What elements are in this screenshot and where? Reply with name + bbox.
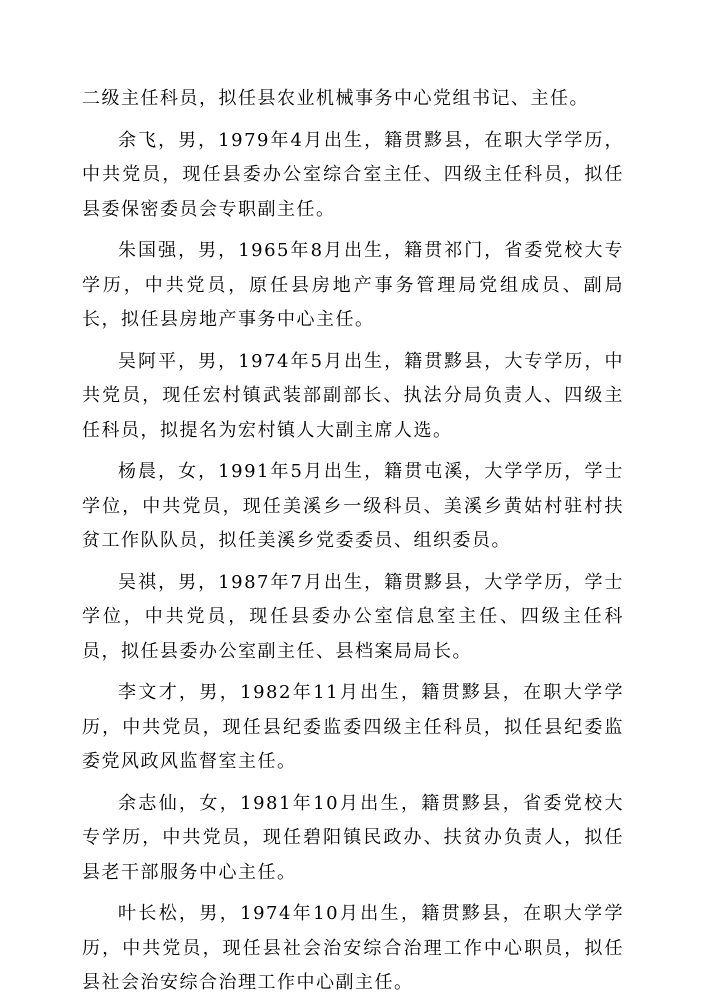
paragraph-wu-qi: 吴祺，男，1987年7月出生，籍贯黟县，大学学历，学士学位，中共党员，现任县委办公室信息室主任、四级主任科员，拟任县委办公室副主任、县档案局局长。 <box>82 571 624 662</box>
paragraph-yu-zhixian: 余志仙，女，1981年10月出生，籍贯黟县，省委党校大专学历，中共党员，现任碧阳镇民政办、扶贫办负责人，拟任县老干部服务中心主任。 <box>82 792 624 883</box>
paragraph-yu-fei: 余飞，男，1979年4月出生，籍贯黟县，在职大学学历，中共党员，现任县委办公室综合室主任、四级主任科员，拟任县委保密委员会专职副主任。 <box>82 129 624 220</box>
paragraph-yang-chen: 杨晨，女，1991年5月出生，籍贯屯溪，大学学历，学士学位，中共党员，现任美溪乡一级科员、美溪乡黄姑村驻村扶贫工作队队员，拟任美溪乡党委委员、组织委员。 <box>82 461 624 551</box>
paragraph-wu-aping: 吴阿平，男，1974年5月出生，籍贯黟县，大专学历，中共党员，现任宏村镇武装部副部长、执法分局负责人、四级主任科员，拟提名为宏村镇人大副主席人选。 <box>82 350 624 441</box>
document-page <box>82 82 624 1008</box>
paragraph-continuation: 二级主任科员，拟任县农业机械事务中心党组书记、主任。 <box>82 88 589 109</box>
paragraph-zhu-guoqiang: 朱国强，男，1965年8月出生，籍贯祁门，省委党校大专学历，中共党员，原任县房地产事务管理局党组成员、副局长，拟任县房地产事务中心主任。 <box>82 240 624 330</box>
paragraph-ye-changsong: 叶长松，男，1974年10月出生，籍贯黟县，在职大学学历，中共党员，现任县社会治安综合治理工作中心职员，拟任县社会治安综合治理工作中心副主任。 <box>82 903 624 993</box>
paragraph-li-wencai: 李文才，男，1982年11月出生，籍贯黟县，在职大学学历，中共党员，现任县纪委监委四级主任科员，拟任县纪委监委党风政风监督室主任。 <box>82 682 624 772</box>
